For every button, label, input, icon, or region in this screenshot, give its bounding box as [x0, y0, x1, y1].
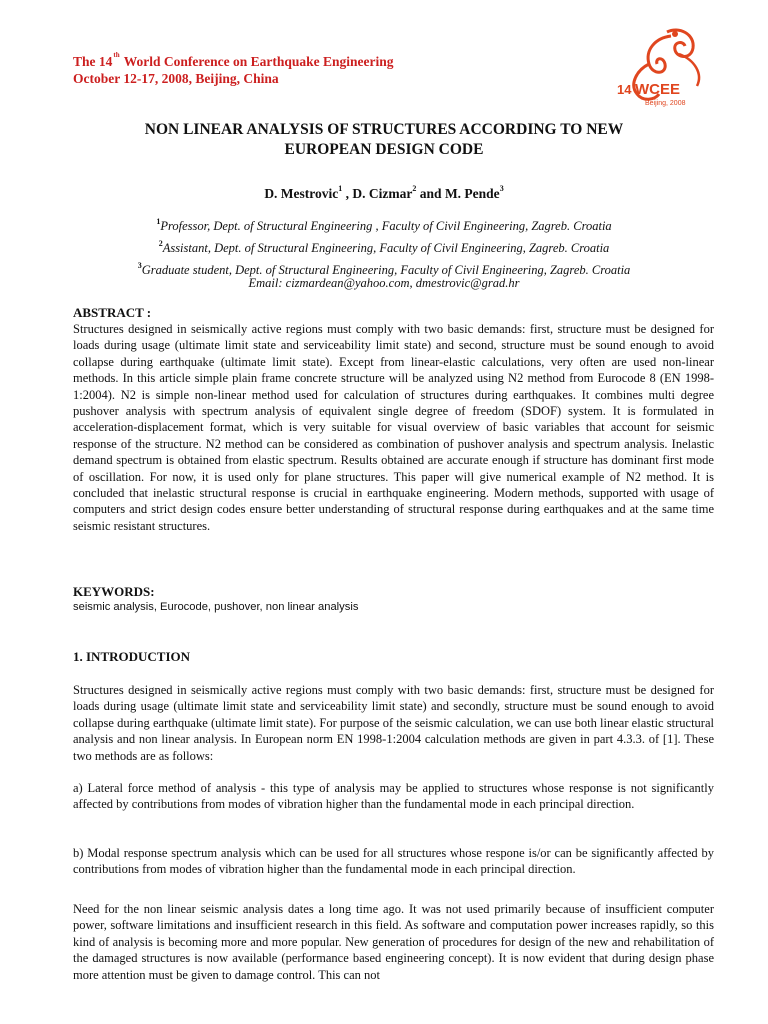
logo-subtext: Beijing, 2008: [645, 100, 686, 107]
author-line: [60, 180, 708, 202]
wcee-logo-icon: [615, 24, 711, 110]
intro-item-a: a) Lateral force method of analysis - this type of analysis may be applied to structures whose response is not significantly affected by contributions from modes of vibration higher than the fundamental mode in each principal direction.: [73, 781, 714, 812]
conference-name: World Conference on Earthquake Engineering: [123, 54, 394, 69]
affiliation-text: Graduate student, Dept. of Structural Engineering, Faculty of Civil Engineering, Zagreb. Croatia: [141, 263, 631, 277]
author-superscript: 1: [338, 184, 343, 193]
intro-paragraph-1: Structures designed in seismically active regions must comply with two basic demands: first, structure must be designed for loads during usage (ultimate limit state and serviceability limit state) and secondly, structure must be sound enough to avoid collapse during earthquake (ultimate limit state). For purpose of the seismic calculation, we can use both linear elastic structural analysis and non linear analysis. In European norm EN 1998-1:2004 calculation methods are given in part 4.3.3. of [1]. These two methods are as follows:: [73, 683, 714, 763]
affiliation-text: Assistant, Dept. of Structural Engineering, Faculty of Civil Engineering, Zagreb. Croatia: [162, 241, 610, 255]
logo-text: WCEE: [635, 81, 680, 98]
author-name: M. Pende: [444, 186, 500, 201]
section-heading-introduction: 1. INTRODUCTION: [73, 649, 191, 664]
intro-item-b: b) Modal response spectrum analysis which can be used for all structures whose respone is/or can be significantly affected by contributions from modes of vibration higher than the fundamental mode in each principal direction.: [73, 846, 714, 877]
affiliation-superscript: 3: [137, 261, 142, 270]
affiliation-superscript: 2: [158, 239, 163, 248]
author-separator: ,: [342, 186, 353, 201]
affiliation-1: [60, 214, 708, 234]
author-superscript: 3: [499, 184, 504, 193]
abstract-text: Structures designed in seismically active regions must comply with two basic demands: first, structure must be designed for loads during usage (ultimate limit state and serviceability limit state) and second, structure must be sound enough to avoid collapse during earthquake (ultimate limit state). Except from linear-elastic calculations, very often are used non-linear methods. In this article simple plain frame concrete structure will be analyzed using N2 method from Eurocode 8 (EN 1998-1:2004). N2 is simple non-linear method used for calculation of structures during earthquakes. It combines multi degree pushover analysis with spectrum analysis of equivalent single degree of freedom (SDOF) system. It is formulated in acceleration-displacement format, which is very suitable for visual overview of basic variables that account for seismic response of the structure. N2 method can be considered as combination of pushover analysis and spectrum analysis. Inelastic demand spectrum is obtained from elastic spectrum. Results obtained are accurate enough if structure has dominant first mode of oscillation. For now, it is used only for plane structures. This paper will give numerical example of N2 method. It is concluded that inelastic structural response is crucial in earthquake engineering. Modern methods, supported with usage of computers and strict design codes ensure better understanding of structural response during earthquakes and at the same time seismic resistant structures.: [73, 322, 714, 533]
title-line-1: NON LINEAR ANALYSIS OF STRUCTURES ACCORDING TO NEW: [144, 121, 624, 138]
keywords-text: seismic analysis, Eurocode, pushover, non linear analysis: [73, 601, 359, 613]
author-name: D. Cizmar: [352, 186, 413, 201]
intro-paragraph-2: Need for the non linear seismic analysis dates a long time ago. It was not used primarily because of insufficient computer power, software limitations and insufficient research in this field. As software and computation power increases rapidly, so this kind of analysis is becoming more and more popular. New generation of procedures for design of the new and rehabilitation of the damaged structures is now available (performance based engineering concept). It is now evident that during design phase more attention must be given to damage control. This can not: [73, 902, 714, 982]
conference-edition: The 14: [73, 54, 113, 69]
affiliation-2: [60, 236, 708, 256]
logo-number: 14: [617, 82, 632, 97]
paper-title: [60, 120, 708, 160]
affiliation-text: Professor, Dept. of Structural Engineering , Faculty of Civil Engineering, Zagreb. Croatia: [160, 219, 612, 233]
conference-line-2: October 12-17, 2008, Beijing, China: [73, 71, 279, 86]
author-superscript: 2: [412, 184, 417, 193]
conference-edition-suffix: th: [113, 51, 120, 59]
author-name: D. Mestrovic: [264, 186, 339, 201]
abstract-heading: ABSTRACT :: [73, 305, 152, 320]
keywords-heading: KEYWORDS:: [73, 584, 155, 599]
conference-line-1: [73, 47, 394, 70]
email-line: Email: cizmardean@yahoo.com, dmestrovic@grad.hr: [248, 276, 520, 290]
affiliation-superscript: 1: [156, 217, 161, 226]
author-separator: and: [416, 186, 445, 201]
title-line-2: EUROPEAN DESIGN CODE: [284, 141, 484, 158]
conference-header: [73, 47, 394, 87]
